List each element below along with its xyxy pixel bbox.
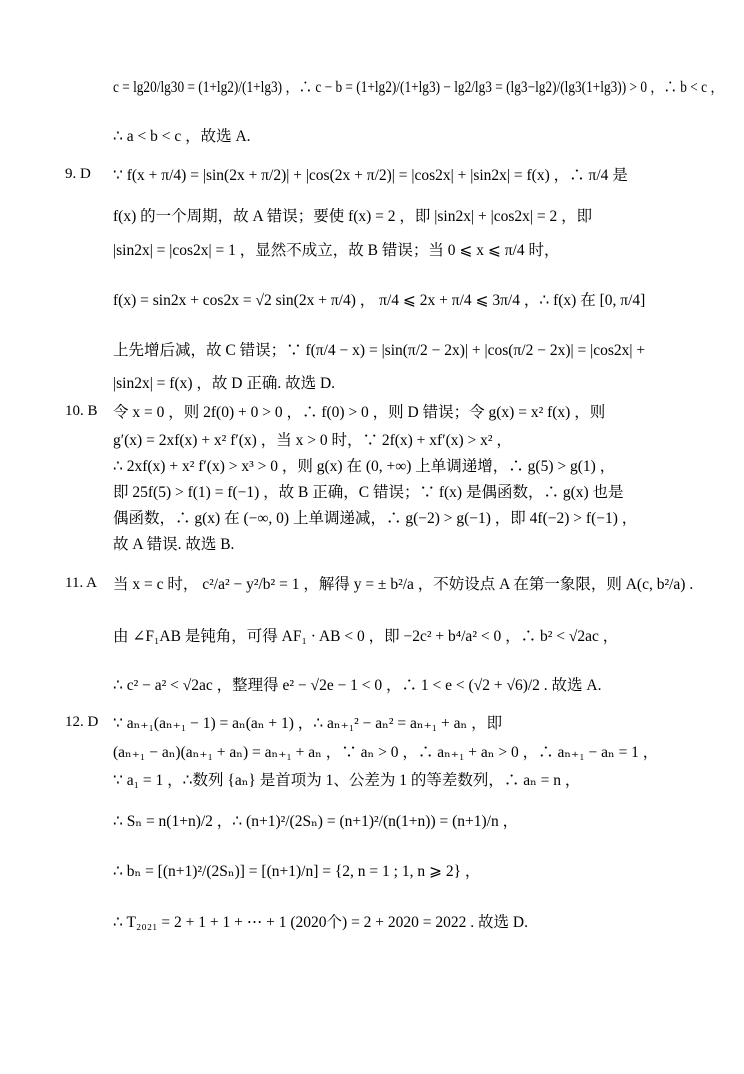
solution-line: (aₙ₊₁ − aₙ)(aₙ₊₁ + aₙ) = aₙ₊₁ + aₙ ，∵ aₙ > 0 ，∴ aₙ₊₁ + aₙ > 0 ，∴ aₙ₊₁ − aₙ = 1 ， [113,744,659,761]
solution-line: ∵ aₙ₊₁(aₙ₊₁ − 1) = aₙ(aₙ + 1) ，∴ aₙ₊₁² − aₙ² = aₙ₊₁ + aₙ ，即 [113,715,503,732]
solution-line: 当 x = c 时， c²/a² − y²/b² = 1 ，解得 y = ± b²/a ，不妨设点 A 在第一象限，则 A(c, b²/a) . [113,576,694,593]
solution-line: f(x) 的一个周期，故 A 错误；要使 f(x) = 2 ，即 |sin2x| + |cos2x| = 2 ，即 [113,208,593,225]
solution-line: 即 25f(5) > f(1) = f(−1) ，故 B 正确，C 错误；∵ f(x) 是偶函数，∴ g(x) 也是 [113,484,624,501]
question-number: 9. D [65,166,91,182]
solution-line: ∴ a < b < c ，故选 A. [113,128,251,145]
question-number: 10. B [65,403,98,419]
solution-line: 偶函数，∴ g(x) 在 (−∞, 0) 上单调递减，∴ g(−2) > g(−1) ，即 4f(−2) > f(−1) ， [113,510,638,527]
solution-line: |sin2x| = f(x) ，故 D 正确. 故选 D. [113,375,336,392]
solution-line: 故 A 错误. 故选 B. [113,536,235,553]
solution-line: 令 x = 0 ，则 2f(0) + 0 > 0 ，∴ f(0) > 0 ，则 D 错误；令 g(x) = x² f(x) ，则 [113,404,606,421]
question-number: 11. A [65,575,97,591]
solution-line: ∴ c² − a² < √2ac ，整理得 e² − √2e − 1 < 0 ，∴ 1 < e < (√2 + √6)/2 . 故选 A. [113,677,602,694]
solution-line: ∴ T₂₀₂₁ = 2 + 1 + 1 + ⋯ + 1 (2020个) = 2 + 2020 = 2022 . 故选 D. [113,914,528,931]
solution-line: c = lg20/lg30 = (1+lg2)/(1+lg3) ，∴ c − b = (1+lg2)/(1+lg3) − lg2/lg3 = (lg3−lg2)/(lg3(1+lg3)) > 0 ，∴ b < c ， [113,79,724,96]
solution-line: ∴ bₙ = [(n+1)²/(2Sₙ)] = [(n+1)/n] = {2, n = 1 ; 1, n ⩾ 2} ， [113,863,481,880]
solution-line: ∵ a₁ = 1 ，∴数列 {aₙ} 是首项为 1、公差为 1 的等差数列，∴ aₙ = n ， [113,772,581,789]
solution-line: 由 ∠F₁AB 是钝角，可得 AF₁ · AB < 0 ，即 −2c² + b⁴/a² < 0 ，∴ b² < √2ac ， [113,628,619,645]
solution-line: f(x) = sin2x + cos2x = √2 sin(2x + π/4) ， π/4 ⩽ 2x + π/4 ⩽ 3π/4 ，∴ f(x) 在 [0, π/4] [113,292,646,309]
solution-line: ∴ 2xf(x) + x² f′(x) > x³ > 0 ，则 g(x) 在 (0, +∞) 上单调递增，∴ g(5) > g(1) ， [113,458,616,475]
solution-line: g′(x) = 2xf(x) + x² f′(x) ，当 x > 0 时，∵ 2f(x) + xf′(x) > x² ， [113,432,512,449]
solution-line: |sin2x| = |cos2x| = 1 ，显然不成立，故 B 错误；当 0 ⩽ x ⩽ π/4 时， [113,242,560,259]
solution-line: ∴ Sₙ = n(1+n)/2 ，∴ (n+1)²/(2Sₙ) = (n+1)²/(n(1+n)) = (n+1)/n ， [113,813,519,830]
solution-line: ∵ f(x + π/4) = |sin(2x + π/2)| + |cos(2x + π/2)| = |cos2x| + |sin2x| = f(x) ，∴ π/4 是 [113,167,628,184]
question-number: 12. D [65,714,99,730]
solution-line: 上先增后减，故 C 错误；∵ f(π/4 − x) = |sin(π/2 − 2x)| + |cos(π/2 − 2x)| = |cos2x| + [113,342,646,359]
